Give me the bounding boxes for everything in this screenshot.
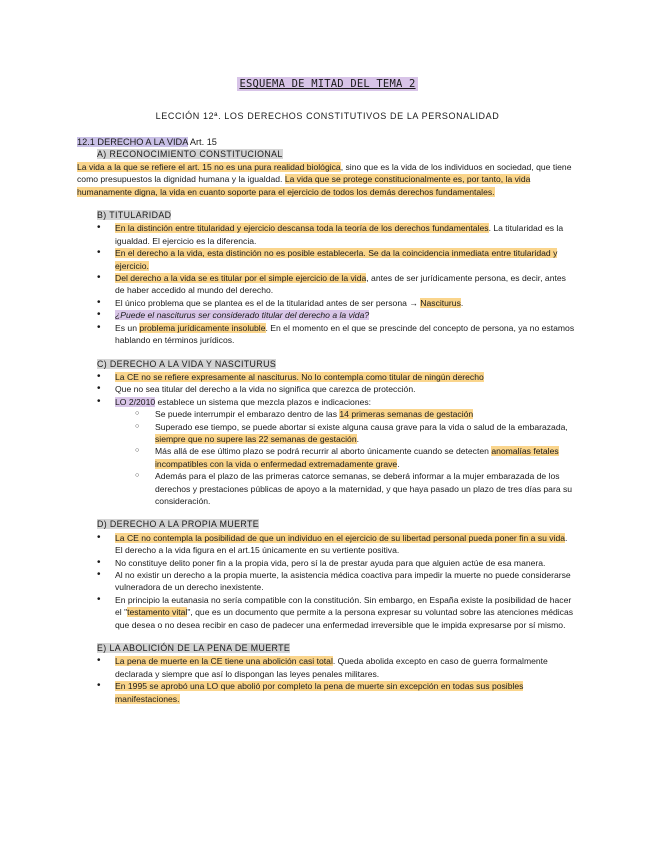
list-item: • Es un problema jurídicamente insoluble. En el momento en el que se prescinde del concepto de persona, ya no estamos hablando en términos jurídicos.	[77, 322, 577, 347]
list-item: • Al no existir un derecho a la propia muerte, la asistencia médica coactiva para impedir la muerte no puede considerarse vulneradora de un derecho inexistente.	[77, 569, 577, 594]
subsection-b-heading: B) TITULARIDAD	[97, 210, 172, 221]
subsection-e-list	[77, 655, 577, 705]
subsection-a-heading: A) RECONOCIMIENTO CONSTITUCIONAL	[97, 149, 283, 160]
subsection-a-paragraph: La vida a la que se refiere el art. 15 no es una pura realidad biológica, sino que es la vida de los individuos en sociedad, que tiene como presupuestos la dignidad humana y la igualdad. La vida que se protege constitucionalmente es, por tanto, la vida humanamente digna, la vida en cuanto soporte para el ejercicio de todos los demás derechos fundamentales.	[77, 161, 572, 197]
list-item: • En el derecho a la vida, esta distinción no es posible establecerla. Se da la coincidencia inmediata entre titularidad y ejercicio.	[77, 247, 577, 272]
subsection-b-list	[77, 222, 577, 346]
subsection-c-heading: C) DERECHO A LA VIDA Y NASCITURUS	[97, 358, 277, 369]
list-subitem: ○ Además para el plazo de las primeras catorce semanas, se deberá informar a la mujer embarazada de los derechos y prestaciones públicas de apoyo a la maternidad, y que haya pasado un plazo de tres días para su consideración.	[77, 470, 577, 507]
section-derecho-vida	[77, 136, 577, 705]
subsection-d-list	[77, 532, 577, 631]
list-item: • LO 2/2010 establece un sistema que mezcla plazos e indicaciones:	[77, 396, 577, 408]
list-item: • El único problema que se plantea es el de la titularidad antes de ser persona → Nasciturus.	[77, 297, 577, 309]
list-item: • La CE no contempla la posibilidad de que un individuo en el ejercicio de su libertad personal pueda poner fin a su vida. El derecho a la vida figura en el art.15 únicamente en su vertiente positiva.	[77, 532, 577, 557]
list-item: • La CE no se refiere expresamente al nasciturus. No lo contempla como titular de ningún derecho	[77, 371, 577, 383]
list-subitem: ○ Se puede interrumpir el embarazo dentro de las 14 primeras semanas de gestación	[77, 408, 577, 420]
list-subitem: ○ Más allá de ese último plazo se podrá recurrir al aborto únicamente cuando se detecten anomalías fetales incompatibles con la vida o enfermedad extremadamente grave.	[77, 445, 577, 470]
list-item: • En principio la eutanasia no sería compatible con la constitución. Sin embargo, en España existe la posibilidad de hacer el "testamento vital", que es un documento que permite a la persona expresar su voluntad sobre las atenciones médicas que desea o no desea recibir en caso de padecer una enfermedad irreversible que le impida expresarse por sí mismo.	[77, 594, 577, 631]
list-item: • Del derecho a la vida se es titular por el simple ejercicio de la vida, antes de ser jurídicamente persona, es decir, antes de haber accedido al mundo del derecho.	[77, 272, 577, 297]
list-item: • En la distinción entre titularidad y ejercicio descansa toda la teoría de los derechos fundamentales. La titularidad es la igualdad. El ejercicio es la diferencia.	[77, 222, 577, 247]
subsection-c-list	[77, 371, 577, 507]
subsection-e-heading: E) LA ABOLICIÓN DE LA PENA DE MUERTE	[97, 643, 291, 654]
list-item: • En 1995 se aprobó una LO que abolió por completo la pena de muerte sin excepción en todas sus posibles manifestaciones.	[77, 680, 577, 705]
list-item: • ¿Puede el nasciturus ser considerado titular del derecho a la vida?	[77, 309, 577, 321]
document-title: ESQUEMA DE MITAD DEL TEMA 2	[239, 78, 416, 90]
list-item: • La pena de muerte en la CE tiene una abolición casi total. Queda abolida excepto en caso de guerra formalmente declarada y siempre que así lo dispongan las leyes penales militares.	[77, 655, 577, 680]
list-item: • No constituye delito poner fin a la propia vida, pero sí la de prestar ayuda para que alguien actúe de esa manera.	[77, 557, 577, 569]
section-main-heading: 12.1 DERECHO A LA VIDA Art. 15	[77, 137, 217, 147]
list-item: • Que no sea titular del derecho a la vida no significa que carezca de protección.	[77, 383, 577, 395]
list-subitem: ○ Superado ese tiempo, se puede abortar si existe alguna causa grave para la vida o salud de la embarazada, siempre que no supere las 22 semanas de gestación.	[77, 421, 577, 446]
lesson-heading: LECCIÓN 12ª. LOS DERECHOS CONSTITUTIVOS DE LA PERSONALIDAD	[155, 111, 500, 121]
subsection-d-heading: D) DERECHO A LA PROPIA MUERTE	[97, 519, 260, 530]
